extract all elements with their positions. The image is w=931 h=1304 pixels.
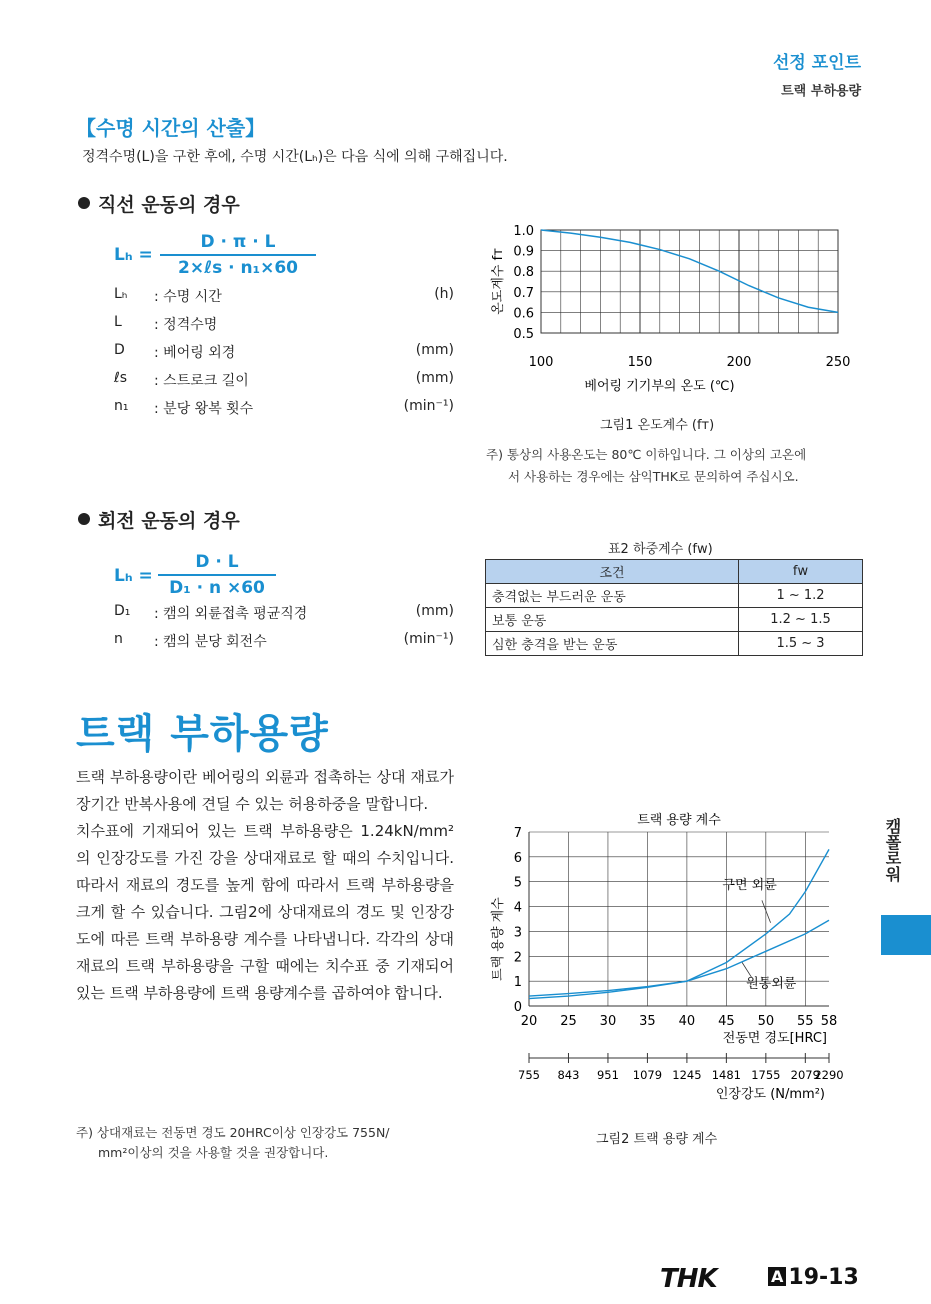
figure2-caption: 그림2 트랙 용량 계수	[596, 1132, 718, 1147]
secondary-axis-label: 인장강도 (N/mm²)	[715, 1087, 825, 1100]
x-tick-label: 200	[726, 355, 752, 370]
x-tick-label: 50	[757, 1014, 775, 1029]
table-header-condition: 조건	[486, 560, 739, 584]
x-tick-label: 100	[528, 355, 554, 370]
x-tick-label: 40	[678, 1014, 696, 1029]
secondary-tick-label: 2290	[814, 1068, 844, 1082]
temperature-coefficient-chart	[484, 215, 864, 433]
table-row	[486, 632, 863, 656]
definition-symbol: n₁	[114, 398, 129, 414]
y-axis-label: 온도계수 fᴛ	[491, 248, 506, 315]
rotary-formula-lhs: Lₕ =	[114, 566, 153, 586]
definition-description: : 정격수명	[154, 317, 218, 333]
y-tick-label: 2	[513, 950, 522, 966]
table-row	[486, 584, 863, 608]
side-chapter-tab	[881, 915, 931, 955]
secondary-tick-label: 1079	[632, 1068, 663, 1082]
table-cell: 1 ~ 1.2	[739, 584, 863, 608]
definition-description: : 스트로크 길이	[154, 373, 249, 389]
x-tick-label: 55	[797, 1014, 814, 1029]
x-tick-label: 25	[560, 1014, 577, 1029]
secondary-tick-label: 2079	[790, 1068, 820, 1082]
x-tick-label: 150	[627, 355, 653, 370]
rotary-formula-numerator: D · L	[195, 552, 239, 572]
track-note-line2: mm²이상의 것을 사용할 것을 권장합니다.	[98, 1145, 329, 1160]
rotary-formula-fraction	[158, 552, 276, 598]
y-tick-label: 3	[513, 925, 522, 941]
y-tick-label: 5	[513, 875, 522, 891]
track-paragraph-1: 트랙 부하용량이란 베어링의 외륜과 접촉하는 상대 재료가 장기간 반복사용에 견딜 수 있는 허용하중을 말합니다.	[76, 768, 454, 813]
secondary-tick-label: 843	[557, 1068, 580, 1082]
series-label: 구면 외륜	[722, 878, 777, 894]
table-cell: 보통 운동	[486, 608, 739, 632]
rotary-motion-heading	[78, 506, 240, 533]
definition-description: : 캠의 분당 회전수	[154, 634, 267, 650]
y-tick-label: 0.7	[513, 285, 534, 301]
linear-heading-text: 직선 운동의 경우	[98, 194, 240, 216]
definition-unit: (min⁻¹)	[403, 398, 454, 414]
track-paragraph-2: 치수표에 기재되어 있는 트랙 부하용량은 1.24kN/mm²의 인장강도를 가진 강을 상대재료로 할 때의 수치입니다. 따라서 재료의 경도를 높게 함에 따라서 트랙 부하용량을 크게 할 수 있습니다. 그림2에 상대재료의 경도 및 인장강도에 따른 트랙 부하용량 계수를 나타냅니다. 각각의 상대재료의 트랙 부하용량을 구할 때에는 치수표 중 기재되어 있는 트랙 부하용량에 트랙 용량계수를 곱하여야 합니다.	[76, 822, 454, 1002]
definition-symbol: ℓs	[114, 370, 128, 386]
page-number	[768, 1265, 859, 1290]
header-subtitle: 트랙 부하용량	[781, 84, 861, 99]
load-factor-table	[485, 559, 863, 656]
secondary-tick-label: 755	[518, 1068, 540, 1082]
y-tick-label: 0.8	[513, 265, 534, 281]
definition-symbol: D₁	[114, 603, 131, 619]
x-tick-label: 250	[825, 355, 851, 370]
track-capacity-chart	[484, 808, 874, 1100]
track-section-title: 트랙 부하용량	[76, 711, 329, 757]
linear-formula-numerator: D · π · L	[200, 232, 276, 252]
definition-unit: (mm)	[415, 370, 454, 386]
secondary-tick-label: 1245	[672, 1068, 702, 1082]
linear-motion-heading	[78, 190, 240, 217]
track-note-line1: 주) 상대재료는 전동면 경도 20HRC이상 인장강도 755N/	[76, 1125, 390, 1140]
x-tick-label: 58	[820, 1014, 838, 1029]
figure1-caption: 그림1 온도계수 (fᴛ)	[600, 418, 715, 433]
linear-formula-lhs: Lₕ =	[114, 245, 153, 265]
y-axis-label: 트랙 용량 계수	[491, 897, 506, 981]
y-tick-label: 0.9	[513, 244, 534, 260]
x-tick-label: 20	[520, 1014, 538, 1029]
y-tick-label: 1	[513, 975, 522, 991]
definition-unit: (mm)	[415, 342, 454, 358]
page-number-text: 19-13	[788, 1265, 859, 1290]
figure1-note-line1: 주) 통상의 사용온도는 80℃ 이하입니다. 그 이상의 고온에	[486, 447, 807, 462]
leader-line	[762, 900, 771, 922]
track-body	[76, 764, 454, 1007]
series-label: 원통외륜	[746, 976, 797, 992]
definition-description: : 캠의 외륜접촉 평균직경	[154, 606, 308, 622]
table-row	[486, 608, 863, 632]
rotary-formula-denominator: D₁ · n ×60	[169, 578, 265, 598]
spherical-outer-ring-curve	[529, 849, 829, 996]
table-cell: 1.2 ~ 1.5	[739, 608, 863, 632]
plot-frame	[541, 230, 838, 333]
bullet-icon	[78, 513, 90, 525]
leader-line	[742, 963, 751, 978]
x-axis-label: 전동면 경도[HRC]	[722, 1031, 827, 1046]
x-tick-label: 45	[718, 1014, 735, 1029]
header-title: 선정 포인트	[772, 53, 861, 73]
life-section-intro: 정격수명(L)을 구한 후에, 수명 시간(Lₕ)은 다음 식에 의해 구해집니다.	[82, 149, 508, 165]
table-header-row	[486, 560, 863, 584]
y-tick-label: 6	[513, 850, 522, 866]
secondary-tick-label: 951	[596, 1068, 619, 1082]
x-tick-label: 30	[599, 1014, 617, 1029]
life-section-title: 【수명 시간의 산출】	[76, 116, 266, 140]
definition-symbol: Lₕ	[114, 286, 128, 302]
table2-caption: 표2 하중계수 (fᴡ)	[608, 542, 713, 557]
x-tick-label: 35	[639, 1014, 656, 1029]
definition-description: : 분당 왕복 횟수	[154, 401, 254, 417]
table-cell: 심한 충격을 받는 운동	[486, 632, 739, 656]
bullet-icon	[78, 197, 90, 209]
table-cell: 충격없는 부드러운 운동	[486, 584, 739, 608]
rotary-heading-text: 회전 운동의 경우	[98, 510, 240, 532]
y-tick-label: 0	[513, 1000, 522, 1015]
definition-symbol: n	[114, 631, 123, 647]
table-cell: 1.5 ~ 3	[739, 632, 863, 656]
page-prefix: A	[768, 1267, 786, 1286]
y-tick-label: 4	[513, 900, 522, 916]
definition-symbol: D	[114, 342, 125, 358]
chart-title: 트랙 용량 계수	[637, 813, 721, 828]
linear-formula-fraction	[160, 232, 316, 278]
y-tick-label: 7	[513, 826, 522, 841]
thk-logo: THK	[660, 1264, 717, 1294]
side-chapter-label: 캠폴로워	[883, 818, 902, 882]
definition-unit: (h)	[434, 286, 454, 302]
definition-description: : 수명 시간	[154, 289, 222, 305]
definition-description: : 베어링 외경	[154, 345, 236, 361]
linear-formula-denominator: 2×ℓs · n₁×60	[178, 258, 298, 278]
definition-symbol: L	[114, 314, 122, 330]
figure1-note-line2: 서 사용하는 경우에는 삼익THK로 문의하여 주십시오.	[508, 469, 799, 484]
y-tick-label: 1.0	[513, 224, 534, 239]
y-tick-label: 0.6	[513, 306, 534, 322]
y-tick-label: 0.5	[513, 327, 534, 342]
definition-unit: (min⁻¹)	[403, 631, 454, 647]
definition-unit: (mm)	[415, 603, 454, 619]
x-axis-label: 베어링 기기부의 온도 (℃)	[584, 379, 735, 394]
table-header-fw: fᴡ	[739, 560, 863, 584]
secondary-tick-label: 1755	[751, 1068, 781, 1082]
secondary-tick-label: 1481	[711, 1068, 742, 1082]
